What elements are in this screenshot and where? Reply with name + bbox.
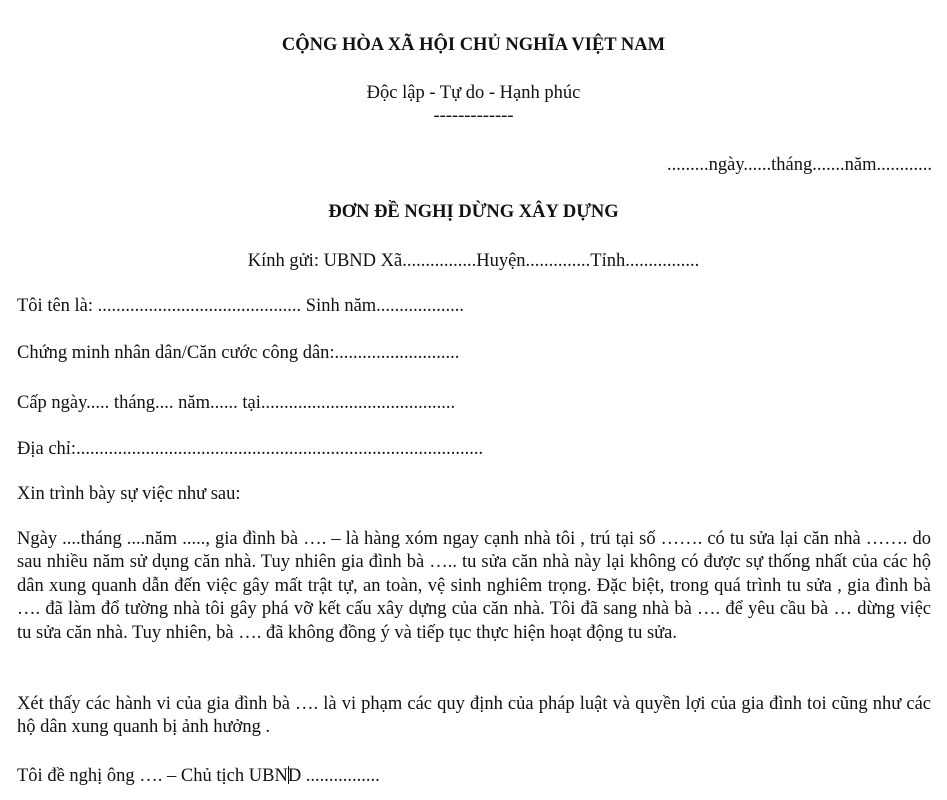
motto: Độc lập - Tự do - Hạnh phúc [366,83,581,103]
request-text-end: D ................ [287,766,380,786]
nation-heading: CỘNG HÒA XÃ HỘI CHỦ NGHĨA VIỆT NAM [281,35,666,55]
separator: ------------- [433,106,514,126]
incident-paragraph: Ngày ....tháng ....năm ....., gia đình bà …. – là hàng xóm ngay cạnh nhà tôi , trú tại số ……. có tu sửa lại căn nhà ……. do sau nhiều năm sử dụng căn nhà. Tuy nhiên gia đình bà ….. tu sửa căn nhà này lại không có được sự thống nhất của các hộ dân xung quanh dẫn đến việc gây mất trật tự, an toàn, vệ sinh nghiêm trọng. Đặc biệt, trong quá trình tu sửa , gia đình bà …. đã làm đổ tường nhà tôi gây phá vỡ kết cấu xây dựng của căn nhà. Tôi đã sang nhà bà …. để yêu cầu bà … dừng việc tu sửa căn nhà. Tuy nhiên, bà …. đã không đồng ý và tiếp tục thực hiện hoạt động tu sửa. [17,529,931,643]
assessment-paragraph: Xét thấy các hành vi của gia đình bà …. là vi phạm các quy định của pháp luật và quyền lợi của gia đình toi cũng như các hộ dân xung quanh bị ảnh hưởng . [17,694,931,738]
intro-text: Xin trình bày sự việc như sau: [17,484,241,504]
date-line: .........ngày......tháng.......năm............ [667,155,932,175]
document-title: ĐƠN ĐỀ NGHỊ DỪNG XÂY DỰNG [328,202,619,222]
recipient-line: Kính gửi: UBND Xã................Huyện..............Tỉnh................ [247,251,700,271]
id-field: Chứng minh nhân dân/Căn cước công dân:........................... [17,343,460,363]
issued-field: Cấp ngày..... tháng.... năm...... tại.......................................... [17,393,456,413]
request-text-start: Tôi đề nghị ông …. – Chủ tịch UBN [17,766,288,786]
request-line[interactable] [17,765,380,787]
name-field: Tôi tên là: ............................................ Sinh năm................... [17,296,465,316]
address-field: Địa chỉ:........................................................................................ [17,439,484,459]
